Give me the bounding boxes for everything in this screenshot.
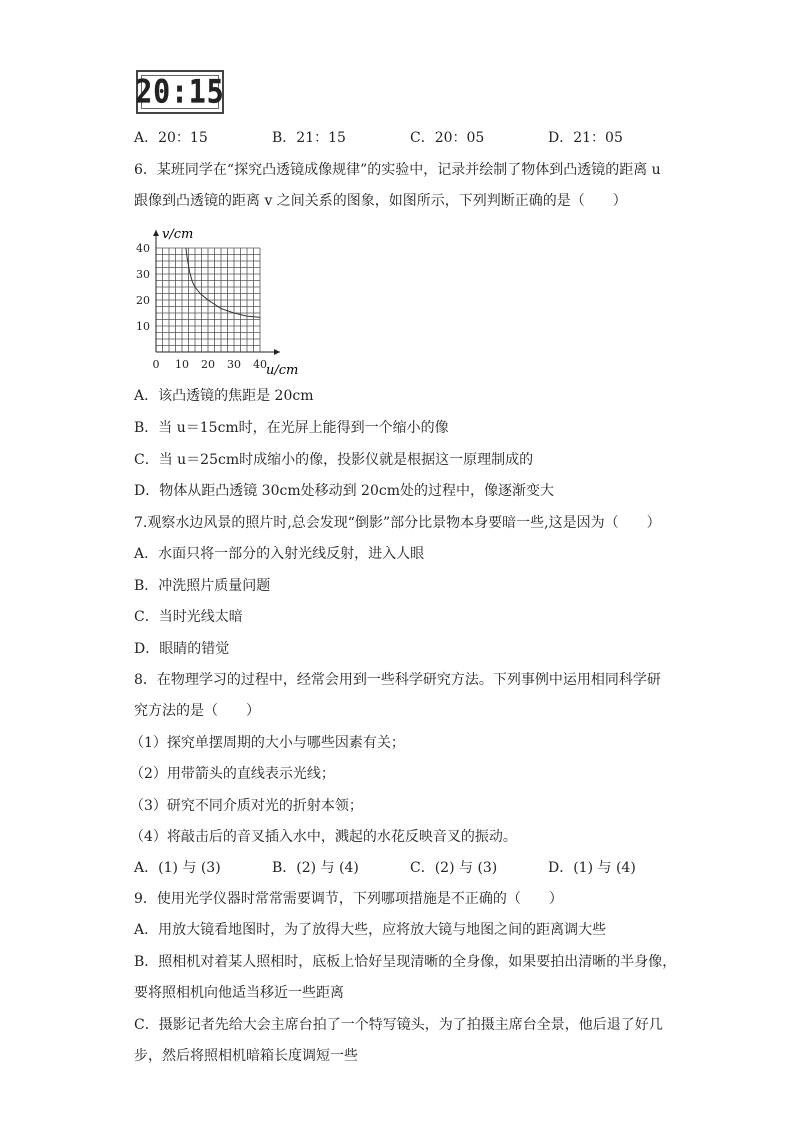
- q7-stem: 7.观察水边风景的照片时,总会发现“倒影”部分比景物本身要暗一些,这是因为（ ）: [134, 515, 661, 531]
- clock-display-text: 20:15: [135, 72, 225, 111]
- q7-option-c: C．当时光线太暗: [134, 609, 243, 625]
- q6-stem-line2: 跟像到凸透镜的距离 v 之间关系的图象，如图所示，下列判断正确的是（ ）: [134, 193, 627, 209]
- q8-item-1: （1）探究单摆周期的大小与哪些因素有关；: [130, 735, 405, 751]
- digital-clock-figure: [136, 70, 224, 114]
- y-tick-label: 20: [136, 294, 150, 307]
- q6-stem-line1: 6．某班同学在“探究凸透镜成像规律”的实验中，记录并绘制了物体到凸透镜的距离 u: [134, 162, 661, 178]
- uv-graph: [128, 222, 298, 377]
- q6-option-b: B．当 u＝15cm时，在光屏上能得到一个缩小的像: [134, 420, 449, 436]
- q7-option-b: B．冲洗照片质量问题: [134, 578, 271, 594]
- q8-option-b: B．(2) 与 (4): [272, 860, 359, 876]
- y-tick-label: 30: [136, 268, 150, 281]
- q5-options: [0, 128, 794, 148]
- q9-option-b-line1: B．照相机对着某人照相时，底板上恰好呈现清晰的全身像，如果要拍出清晰的半身像，: [134, 954, 677, 970]
- q8-stem-line1: 8．在物理学习的过程中，经常会用到一些科学研究方法。下列事例中运用相同科学研: [134, 672, 661, 688]
- q8-options: [0, 858, 794, 878]
- q9-option-a: A．用放大镜看地图时，为了放得大些，应将放大镜与地图之间的距离调大些: [134, 922, 607, 938]
- x-axis-label: u/cm: [266, 363, 298, 377]
- q7-option-d: D．眼睛的错觉: [134, 641, 230, 657]
- x-tick-label: 20: [201, 358, 215, 371]
- q9-option-c-line2: 步，然后将照相机暗箱长度调短一些: [134, 1048, 358, 1064]
- q8-item-4: （4）将敲击后的音叉插入水中，溅起的水花反映音叉的振动。: [130, 829, 517, 845]
- q5-option-a: A．20：15: [134, 130, 208, 146]
- q5-option-c: C．20：05: [410, 130, 485, 146]
- q7-option-a: A．水面只将一部分的入射光线反射，进入人眼: [134, 546, 425, 562]
- q8-item-2: （2）用带箭头的直线表示光线；: [130, 766, 335, 782]
- q5-option-b: B．21：15: [272, 130, 346, 146]
- y-axis-label: v/cm: [162, 227, 194, 242]
- x-axis-arrow: [274, 349, 280, 355]
- q8-option-a: A．(1) 与 (3): [134, 860, 221, 876]
- q6-option-c: C．当 u＝25cm时成缩小的像，投影仪就是根据这一原理制成的: [134, 452, 534, 468]
- clock-display-frame: [135, 72, 225, 111]
- q9-stem: 9．使用光学仪器时常常需要调节，下列哪项措施是不正确的（ ）: [134, 891, 563, 907]
- q6-option-a: A．该凸透镜的焦距是 20cm: [134, 388, 314, 404]
- y-axis-arrow: [153, 230, 159, 236]
- y-tick-label: 10: [136, 320, 150, 333]
- x-tick-label: 40: [253, 358, 267, 371]
- q8-item-3: （3）研究不同介质对光的折射本领；: [130, 798, 363, 814]
- q6-option-d: D．物体从距凸透镜 30cm处移动到 20cm处的过程中，像逐渐变大: [134, 483, 554, 499]
- x-tick-label: 10: [175, 358, 189, 371]
- x-tick-label: 30: [227, 358, 241, 371]
- q5-option-d: D．21：05: [548, 130, 623, 146]
- q8-option-c: C．(2) 与 (3): [410, 860, 498, 876]
- q8-stem-line2: 究方法的是（ ）: [134, 703, 260, 719]
- y-tick-label: 40: [136, 242, 150, 255]
- uv-curve: [186, 248, 260, 317]
- q8-option-d: D．(1) 与 (4): [548, 860, 636, 876]
- q9-option-b-line2: 要将照相机向他适当移近一些距离: [134, 985, 344, 1001]
- q9-option-c-line1: C．摄影记者先给大会主席台拍了一个特写镜头，为了拍摄主席台全景，他后退了好几: [134, 1017, 663, 1033]
- x-tick-label: 0: [152, 358, 160, 371]
